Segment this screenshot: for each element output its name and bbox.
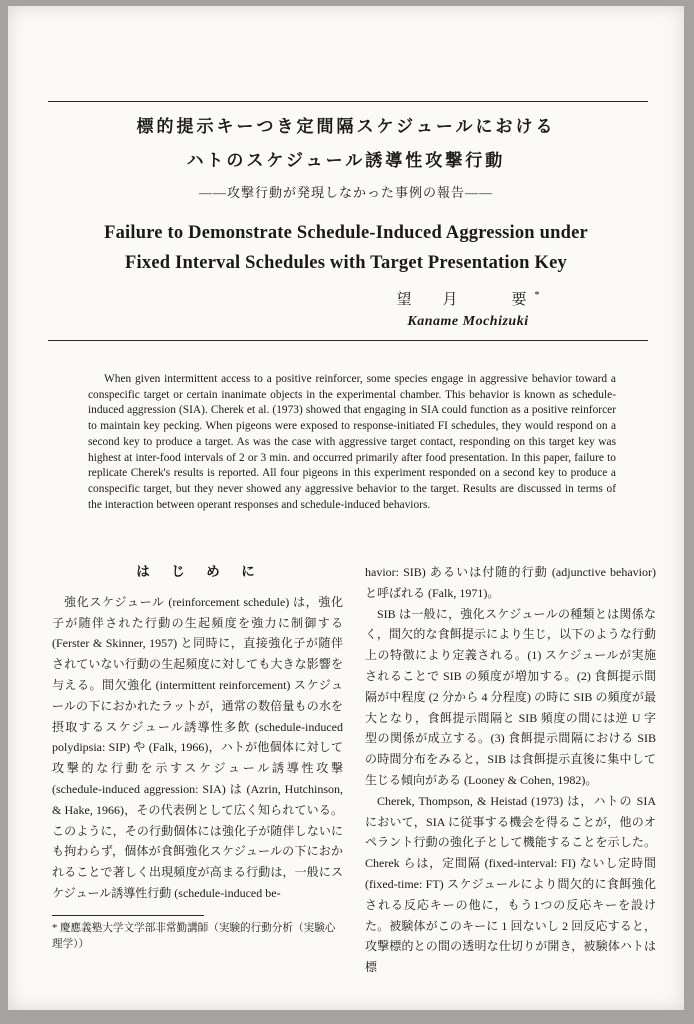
japanese-title-line2: ハトのスケジュール誘導性攻撃行動 [186, 151, 506, 170]
section-heading-introduction: は じ め に [136, 564, 259, 579]
abstract-paragraph: When given intermittent access to a positive reinforcer, some species engage in aggressive behavior toward a conspecific target or certain inanimate objects in the experimental chamber. This behavior is known as schedule-induced aggression (SIA). Cherek et al. (1973) showed that engaging in SIA could function as a positive reinforcer to maintain key pecking. When pigeons were exposed to response-initiated FI schedules, they would respond on a second key to produce a target. As was the case with aggressive target contact, responding on this target key was highest at inter-food intervals of 2 or 3 min. and occurred primarily after food presentation. In this paper, failure to replicate Cherek's results is reported. All four pigeons in this experiment responded on a second key to produce a conspecific target, but they never showed any aggressive behavior to the target. Results are discussed in terms of the interaction between operant responses and schedule-induced behaviors. [88, 373, 616, 511]
english-title-line1: Failure to Demonstrate Schedule-Induced Aggression under [104, 223, 588, 243]
footnote-text: * 慶應義塾大学文学部非常勤講師（実験的行動分析（実験心理学）） [52, 923, 336, 950]
body-columns [52, 562, 656, 975]
title-top-rule [48, 101, 648, 102]
title-bottom-rule [48, 340, 648, 341]
japanese-title [8, 110, 684, 178]
japanese-title-line1: 標的提示キーつき定間隔スケジュールにおける [136, 117, 556, 136]
body-paragraph: SIB は一般に，強化スケジュールの種類とは関係なく，間欠的な食餌提示により生じ，以下のような行動上の特徴により定義される。(1) スケジュールが実施されることで SIB の頻度が増加する。(2) 食餌提示間隔が中程度 (2 分から 4 分程度) の時に SIB の頻度が最大となり，食餌提示間隔と SIB 頻度の間には逆 U 字型の関係が成立する。(3) 食餌提示間隔における SIB の時間分布をみると，SIB は食餌提示直後に集中して生じる傾向がある (Looney & Cohen, 1982)。 [365, 606, 656, 787]
column-right [365, 562, 656, 975]
column-left [52, 562, 343, 952]
author-footnote-mark: * [534, 290, 540, 301]
english-title-line2: Fixed Interval Schedules with Target Presentation Key [125, 253, 567, 273]
author-block [378, 288, 558, 330]
body-paragraph: havior: SIB) あるいは付随的行動 (adjunctive behavior) と呼ばれる (Falk, 1971)。 [365, 565, 656, 600]
english-title [8, 218, 684, 278]
body-paragraph: Cherek, Thompson, & Heistad (1973) は，ハトの SIA において，SIA に従事する機会を得ることが，他のオペラント行動の強化子として機能することを示した。Cherek らは，定間隔 (fixed-interval: FI) ないし定時間 (fixed-time: FT) スケジュールにより間欠的に食餌強化される反応キーの他に，もう1つの反応キーを設けた。被験体がこのキーに 1 回ないし 2 回反応すると，攻撃標的との間の透明な仕切りが開き，被験体ハトは標 [365, 793, 656, 975]
author-name [378, 288, 558, 309]
japanese-subtitle: ――攻撃行動が発現しなかった事例の報告―― [198, 185, 493, 200]
author-name-text: 望 月 要 [396, 292, 535, 308]
footnote [52, 915, 343, 952]
abstract [88, 372, 616, 513]
paper-sheet [8, 6, 684, 1010]
author-romanized: Kaname Mochizuki [407, 314, 529, 329]
body-paragraph: 強化スケジュール (reinforcement schedule) は，強化子が随伴された行動の生起頻度を強力に制御する (Ferster & Skinner, 1957) と同時に，直接強化子が随伴されていない行動の生起頻度に対しても大きな影響を与える。間欠強化 (intermittent reinforcement) スケジュールの下におかれたラットが，通常の数倍量もの水を摂取するスケジュール誘導性多飲 (schedule-induced polydipsia: SIP) や (Falk, 1966)，ハトが他個体に対して攻撃的な行動を示すスケジュール誘導性攻撃 (schedule-induced aggression: SIA) は (Azrin, Hutchinson, & Hake, 1966)，その代表例として広く知られている。このように，その行動個体には強化子が随伴しないにも拘わらず，個体が食餌強化スケジュールの下におかれることで著しく出現頻度が高まる行動は，一般にスケジュール誘導性行動 (schedule-induced be- [52, 594, 343, 900]
footnote-rule [52, 915, 204, 916]
